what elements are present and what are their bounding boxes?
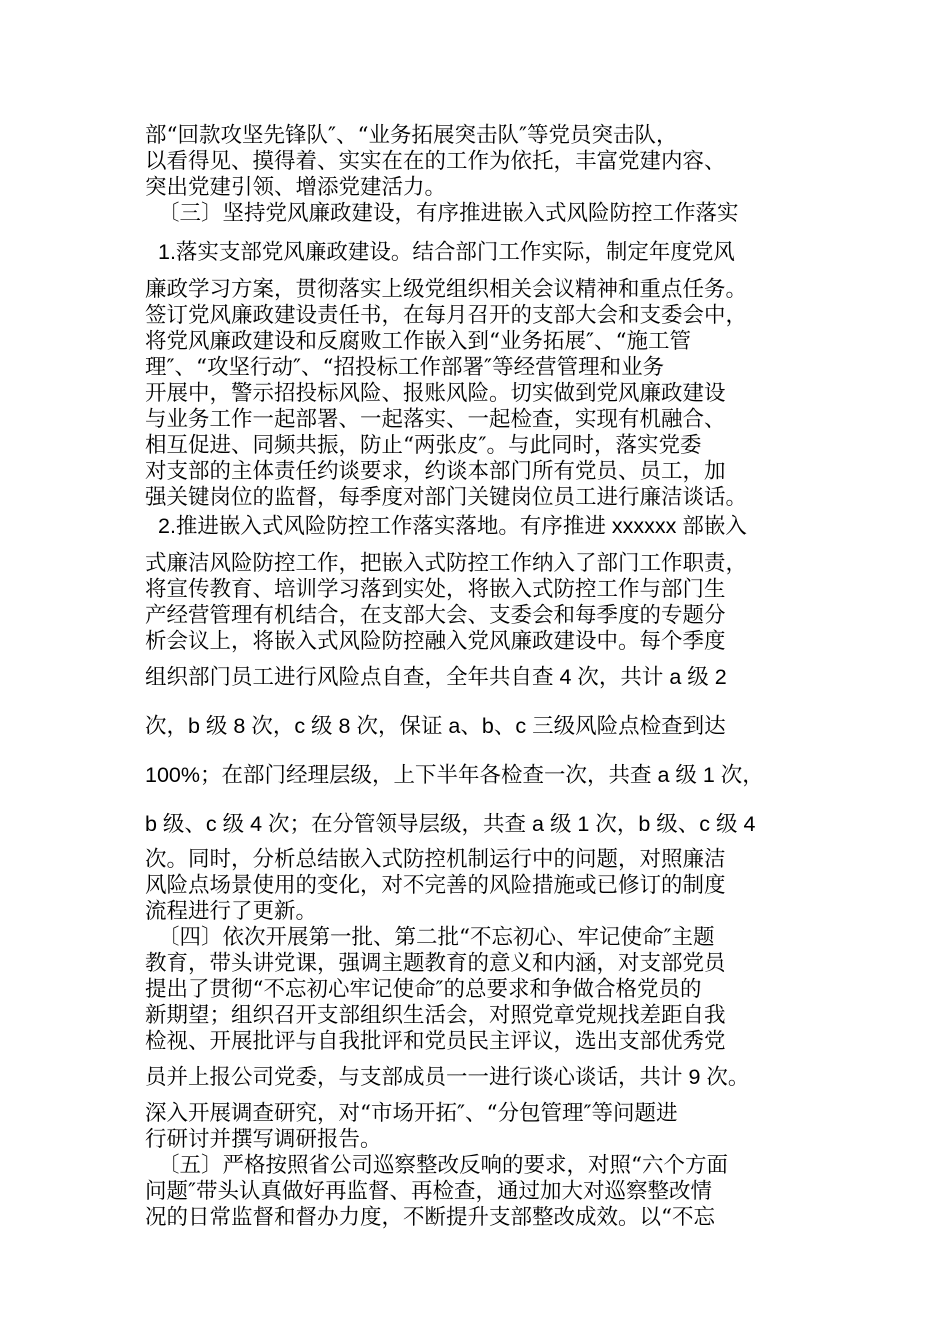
body-text-line: 流程进行了更新。 (145, 899, 318, 924)
body-text-line: 组织部门员工进行风险点自查，全年共自查 4 次，共计 a 级 2 (145, 665, 727, 689)
body-text-line: 以看得见、摸得着、实实在在的工作为依托，丰富党建内容、 (145, 149, 726, 174)
body-text-line: 产经营管理有机结合，在支部大会、支委会和每季度的专题分 (145, 603, 726, 628)
body-text-line: 100%；在部门经理层级，上下半年各检查一次，共查 a 级 1 次， (145, 763, 764, 787)
body-text-line: 行研讨并撰写调研报告。 (145, 1127, 382, 1152)
body-text-line: 况的日常监督和督办力度，不断提升支部整改成效。以“不忘 (145, 1205, 715, 1230)
body-text-line: 将党风廉政建设和反腐败工作嵌入到“业务拓展″、“施工管 (145, 329, 692, 354)
body-text-line: 签订党风廉政建设责任书，在每月召开的支部大会和支委会中， (145, 303, 748, 328)
section-heading: 〔三〕坚持党风廉政建设，有序推进嵌入式风险防控工作落实 (158, 201, 739, 226)
body-text-line: 部“回款攻坚先锋队″、“业务拓展突击队″等党员突击队， (145, 123, 678, 148)
body-text-line: 教育，带头讲党课，强调主题教育的意义和内涵，对支部党员 (145, 951, 726, 976)
body-text-line: 与业务工作一起部署、一起落实、一起检查，实现有机融合、 (145, 407, 726, 432)
body-text-line: 对支部的主体责任约谈要求，约谈本部门所有党员、员工，加 (145, 459, 726, 484)
body-text-line: 次。同时，分析总结嵌入式防控机制运行中的问题，对照廉洁 (145, 847, 726, 872)
body-text-line: 相互促进、同频共振，防止“两张皮″。与此同时，落实党委 (145, 433, 702, 458)
body-text-line: b 级、c 级 4 次；在分管领导层级，共查 a 级 1 次，b 级、c 级 4 (145, 812, 756, 836)
body-text-line: 员并上报公司党委，与支部成员一一进行谈心谈话，共计 9 次。 (145, 1065, 750, 1089)
body-text-line: 问题″带头认真做好再监督、再检查，通过加大对巡察整改情 (145, 1179, 713, 1204)
body-text-line: 开展中，警示招投标风险、报账风险。切实做到党风廉政建设 (145, 381, 726, 406)
body-text-line: 将宣传教育、培训学习落到实处，将嵌入式防控工作与部门生 (145, 577, 726, 602)
body-text-line: 次，b 级 8 次，c 级 8 次，保证 a、b、c 三级风险点检查到达 (145, 714, 726, 738)
body-text-line: 新期望；组织召开支部组织生活会，对照党章党规找差距自我 (145, 1003, 726, 1028)
body-text-line: 突出党建引领、增添党建活力。 (145, 175, 447, 200)
sub-heading-line: 2.推进嵌入式风险防控工作落实落地。有序推进 xxxxxx 部嵌入 (158, 514, 747, 538)
body-text-line: 强关键岗位的监督，每季度对部门关键岗位员工进行廉洁谈话。 (145, 485, 748, 510)
body-text-line: 深入开展调查研究，对“市场开拓″、“分包管理″等问题进 (145, 1101, 678, 1126)
body-text-line: 廉政学习方案，贯彻落实上级党组织相关会议精神和重点任务。 (145, 277, 748, 302)
section-heading: 〔五〕严格按照省公司巡察整改反响的要求，对照“六个方面 (158, 1153, 728, 1178)
body-text-line: 理″、“攻坚行动″、“招投标工作部署″等经营管理和业务 (145, 355, 665, 380)
body-text-line: 提出了贯彻“不忘初心牢记使命″的总要求和争做合格党员的 (145, 977, 702, 1002)
section-heading: 〔四〕依次开展第一批、第二批“不忘初心、牢记使命″主题 (158, 925, 715, 950)
body-text-line: 风险点场景使用的变化，对不完善的风险措施或已修订的制度 (145, 873, 726, 898)
body-text-line: 式廉洁风险防控工作，把嵌入式防控工作纳入了部门工作职责， (145, 551, 748, 576)
body-text-line: 检视、开展批评与自我批评和党员民主评议，选出支部优秀党 (145, 1029, 726, 1054)
sub-heading-line: 1.落实支部党风廉政建设。结合部门工作实际，制定年度党风 (158, 240, 735, 264)
body-text-line: 析会议上，将嵌入式风险防控融入党风廉政建设中。每个季度 (145, 629, 726, 654)
